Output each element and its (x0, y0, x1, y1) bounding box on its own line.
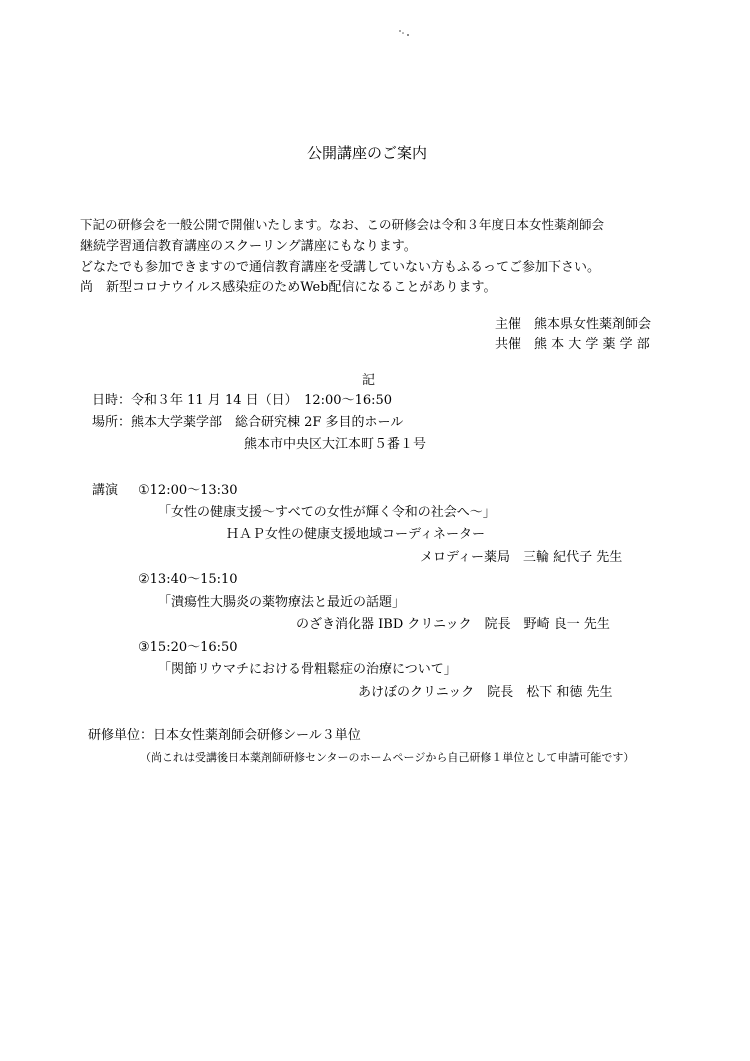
credits-note: （尚これは受講後日本薬剤師研修センターのホームページから自己研修１単位として申請可能です） (140, 751, 635, 764)
scan-mark-icon (398, 28, 412, 38)
lecture-2-time: ②13:40～15:10 (138, 572, 238, 587)
lecture-2-speaker: のざき消化器 IBD クリニック 院長 野崎 良一 先生 (296, 617, 610, 632)
intro-line-4: 尚 新型コロナウイルス感染症のためWeb配信になることがあります。 (80, 280, 497, 295)
organizer-host: 主催 熊本県女性薬剤師会 (495, 317, 652, 332)
credits-main: 研修単位：日本女性薬剤師会研修シール３単位 (88, 728, 361, 743)
intro-line-3: どなたでも参加できますので通信教育講座を受講していない方もふるってご参加下さい。 (80, 260, 601, 275)
event-address: 熊本市中央区大江本町５番１号 (244, 437, 427, 452)
lecture-2-title: 「潰瘍性大腸炎の薬物療法と最近の話題」 (158, 595, 406, 610)
lecture-1-subtitle: ＨＡＰ女性の健康支援地域コーディネーター (226, 527, 485, 542)
intro-line-2: 継続学習通信教育講座のスクーリング講座にもなります。 (80, 239, 417, 254)
lecture-1-speaker: メロディー薬局 三輪 紀代子 先生 (420, 550, 623, 565)
event-datetime: 日時：令和３年 11 月 14 日（日） 12:00～16:50 (92, 393, 393, 408)
lecture-3-time: ③15:20～16:50 (138, 640, 238, 655)
lecture-1-title: 「女性の健康支援～すべての女性が輝く令和の社会へ～」 (158, 505, 496, 520)
intro-line-1: 下記の研修会を一般公開で開催いたします。なお、この研修会は令和３年度日本女性薬剤師会 (80, 217, 605, 232)
event-venue: 場所：熊本大学薬学部 総合研究棟 2F 多目的ホール (92, 415, 404, 430)
page-title: 公開講座のご案内 (307, 144, 428, 162)
lecture-1-time: ①12:00～13:30 (138, 483, 238, 498)
organizer-cohost: 共催 熊 本 大 学 薬 学 部 (495, 337, 650, 352)
lecture-3-speaker: あけぼのクリニック 院長 松下 和徳 先生 (358, 685, 613, 700)
lectures-heading: 講演 (92, 483, 119, 498)
lecture-3-title: 「関節リウマチにおける骨粗鬆症の治療について」 (158, 662, 457, 677)
ki-heading: 記 (362, 373, 376, 388)
